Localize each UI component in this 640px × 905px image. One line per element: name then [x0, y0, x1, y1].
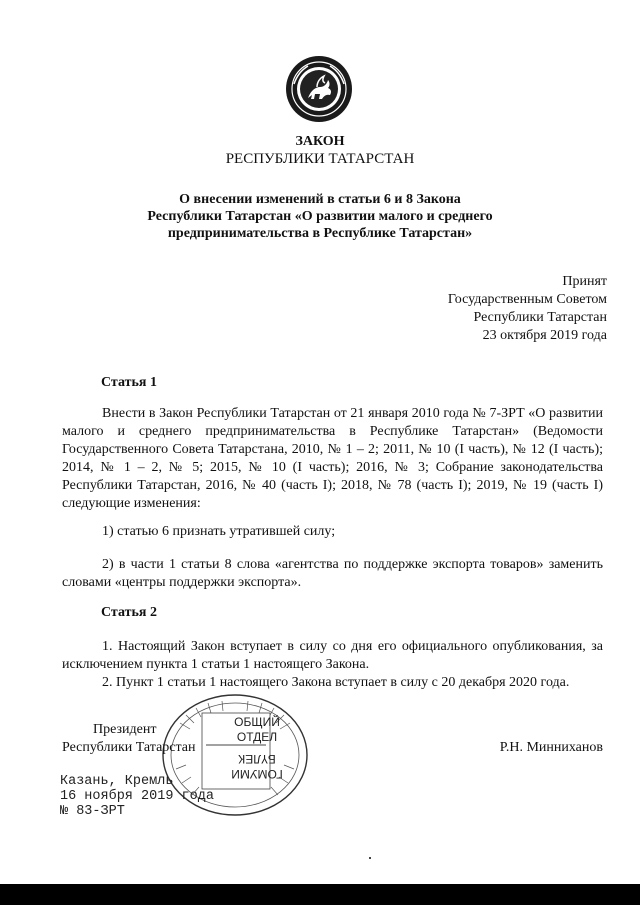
article-1-title: Статья 1 [101, 375, 157, 390]
seal-text-line-2: ОТДЕЛ [236, 730, 278, 744]
signatory-name: Р.Н. Минниханов [499, 740, 603, 755]
document-title: ЗАКОН [295, 134, 345, 149]
article-1-item-1-text: 1) статью 6 признать утратившей силу; [102, 524, 336, 539]
seal-text-line-1: ОБЩИЙ [234, 715, 280, 729]
seal-text-line-3: БҮЛЕК [238, 752, 276, 766]
article-2-title: Статья 2 [101, 605, 157, 620]
signatory-role-line-1: Президент [93, 722, 157, 737]
coat-of-arms-emblem [284, 54, 354, 124]
article-1-intro-text: Внести в Закон Республики Татарстан от 21 января 2010 года № 7-ЗРТ «О развитии малого и среднего предпринимательства в Республике Татарстан» (Ведомости Государственного Совета Татарстана, 2010, № 1 – 2; 2011, № 10 (I часть), № 12 (I часть); 2014, № 1 – 2, № 5; 2015, № 10 (I часть); 2016, № 3; Собрание законодательства Республики Татарстан, 2016, № 40 (часть I); 2018, № 78 (часть I); 2019, № 19 (часть I) следующие изменения: [62, 406, 603, 511]
scan-speck [369, 857, 371, 859]
law-heading-line-2: Республики Татарстан «О развитии малого и среднего [147, 209, 493, 224]
footer-date: 16 ноября 2019 года [60, 789, 214, 804]
adoption-line-1: Принят [562, 274, 607, 289]
adoption-date: 23 октября 2019 года [482, 328, 607, 343]
article-2-paragraph-2: 2. Пункт 1 статьи 1 настоящего Закона вступает в силу с 20 декабря 2020 года. [102, 675, 570, 690]
adoption-line-2: Государственным Советом [447, 292, 607, 307]
footer-place: Казань, Кремль [60, 774, 174, 789]
footer-law-number: № 83-ЗРТ [60, 804, 125, 819]
signatory-role-line-2: Республики Татарстан [62, 740, 196, 755]
scan-bottom-edge [0, 884, 640, 905]
article-2-paragraph-1: 1. Настоящий Закон вступает в силу со дня его официального опубликования, за исключением пункта 1 статьи 1 настоящего Закона. [62, 639, 603, 672]
article-1-intro [62, 405, 603, 513]
article-1-item-2-text: 2) в части 1 статьи 8 слова «агентства по поддержке экспорта товаров» заменить словами «центры поддержки экспорта». [62, 557, 603, 590]
document-subtitle: РЕСПУБЛИКИ ТАТАРСТАН [225, 151, 415, 167]
article-1-item-2 [62, 556, 603, 592]
law-heading-line-3: предпринимательства в Республике Татарстан» [167, 226, 473, 241]
seal-text-line-4: ГОМУМИ [231, 767, 283, 781]
article-1-item-1 [62, 523, 603, 541]
law-heading-line-1: О внесении изменений в статьи 6 и 8 Закона [179, 192, 461, 207]
adoption-line-3: Республики Татарстан [473, 310, 607, 325]
article-2-body [62, 638, 603, 692]
